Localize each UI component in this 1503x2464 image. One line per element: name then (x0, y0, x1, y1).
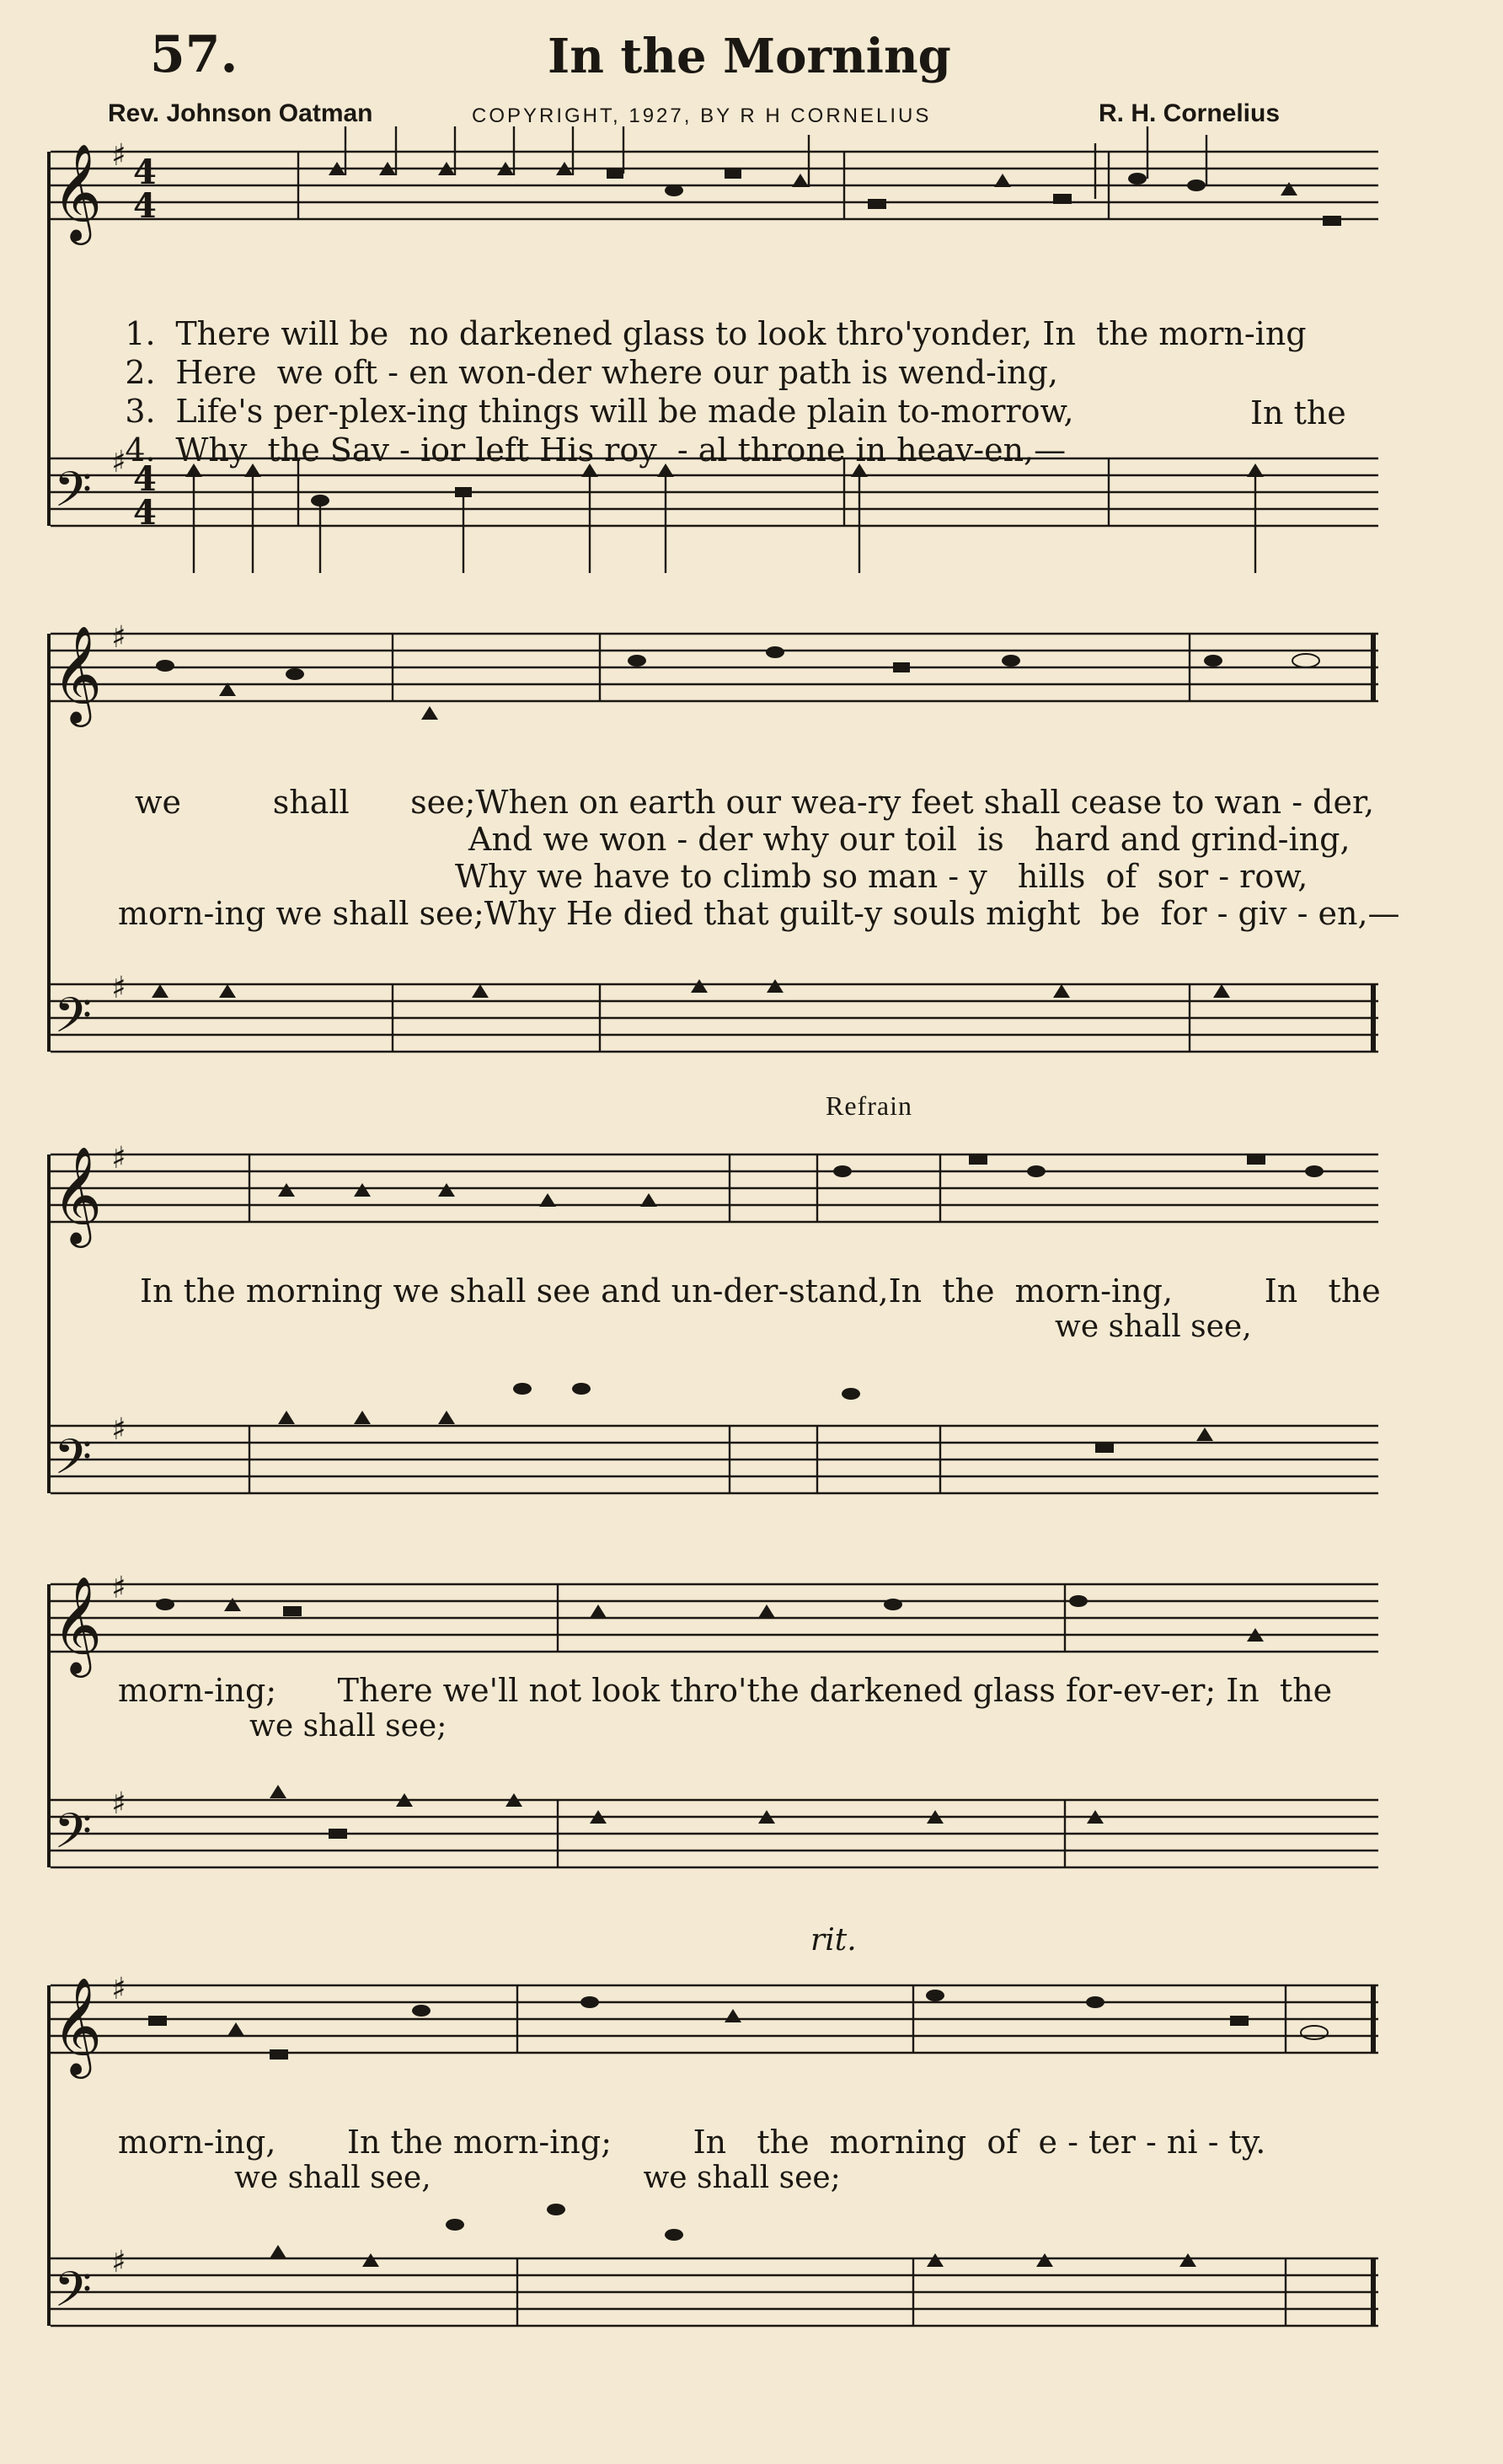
svg-text:♯: ♯ (111, 1972, 126, 2006)
system4-lyric-2: we shall see; (249, 1709, 447, 1744)
verse-4-tail: In the (1250, 394, 1346, 431)
svg-text:♯: ♯ (111, 620, 126, 655)
system4-lyric-1: morn-ing; There we'll not look thro'the darkened glass for-ev-er; In the (118, 1672, 1333, 1709)
svg-text:𝄢: 𝄢 (54, 2261, 93, 2330)
verse-number: 1. (125, 315, 156, 352)
svg-text:𝄢: 𝄢 (54, 1802, 93, 1872)
svg-text:♯: ♯ (111, 1141, 126, 1176)
svg-text:♯: ♯ (111, 1571, 126, 1605)
system3-lyric-2: we shall see, (1055, 1310, 1252, 1344)
lyricist-credit: Rev. Johnson Oatman (108, 99, 373, 127)
copyright-notice: COPYRIGHT, 1927, BY R H CORNELIUS (472, 104, 932, 127)
verse-number: 3. (125, 393, 156, 430)
staff-lines-s1-treble (51, 152, 1378, 219)
svg-text:♯: ♯ (111, 138, 126, 173)
svg-text:4: 4 (133, 493, 157, 533)
hymn-number: 57. (150, 25, 238, 84)
svg-text:♯: ♯ (111, 1786, 126, 1821)
svg-text:4: 4 (133, 153, 157, 192)
svg-text:𝄞: 𝄞 (52, 142, 103, 241)
svg-text:𝄢: 𝄢 (54, 987, 93, 1056)
svg-text:♯: ♯ (111, 445, 126, 479)
svg-text:4: 4 (133, 459, 157, 499)
verse-text: There will be no darkened glass to look thro'yonder, In the morn-ing (175, 315, 1307, 352)
system2-lyric-3: Why we have to climb so man - y hills of sor - row, (455, 858, 1308, 895)
system5-lyric-1: morn-ing, In the morn-ing; In the morning of e - ter - ni - ty. (118, 2124, 1266, 2161)
verse-number: 4. (125, 431, 156, 469)
verse-text: Here we oft - en won-der where our path is wend-ing, (175, 354, 1058, 391)
svg-text:♯: ♯ (111, 971, 126, 1005)
svg-text:𝄞: 𝄞 (52, 1575, 103, 1674)
hymn-title: In the Morning (548, 29, 951, 84)
composer-credit: R. H. Cornelius (1099, 99, 1281, 127)
ritardando-marking: rit. (810, 1923, 857, 1958)
svg-text:♯: ♯ (111, 1412, 126, 1447)
verse-text: Life's per-plex-ing things will be made plain to-morrow, (175, 393, 1074, 430)
verse-4-line (84, 394, 1066, 506)
system3-lyric-1: In the morning we shall see and un-der-stand,In the morn-ing, In the (140, 1272, 1381, 1310)
system2-lyric-1: we shall see;When on earth our wea-ry feet shall cease to wan - der, (135, 784, 1375, 821)
refrain-label: Refrain (826, 1090, 912, 1121)
svg-text:♯: ♯ (111, 2245, 126, 2279)
svg-text:4: 4 (133, 186, 157, 226)
system5-lyric-2: we shall see, we shall see; (234, 2161, 841, 2195)
system2-lyric-2: And we won - der why our toil is hard and grind-ing, (468, 821, 1351, 858)
verse-text: Why the Sav - ior left His roy - al throne in heav-en,— (175, 431, 1067, 469)
system2-lyric-4: morn-ing we shall see;Why He died that guilt-y souls might be for - giv - en,— (118, 895, 1400, 932)
svg-text:𝄞: 𝄞 (52, 624, 103, 723)
verse-number: 2. (125, 354, 156, 391)
svg-text:𝄞: 𝄞 (52, 1145, 103, 1244)
svg-text:𝄞: 𝄞 (52, 1976, 103, 2075)
svg-text:𝄢: 𝄢 (54, 461, 93, 530)
svg-text:𝄢: 𝄢 (54, 1428, 93, 1497)
